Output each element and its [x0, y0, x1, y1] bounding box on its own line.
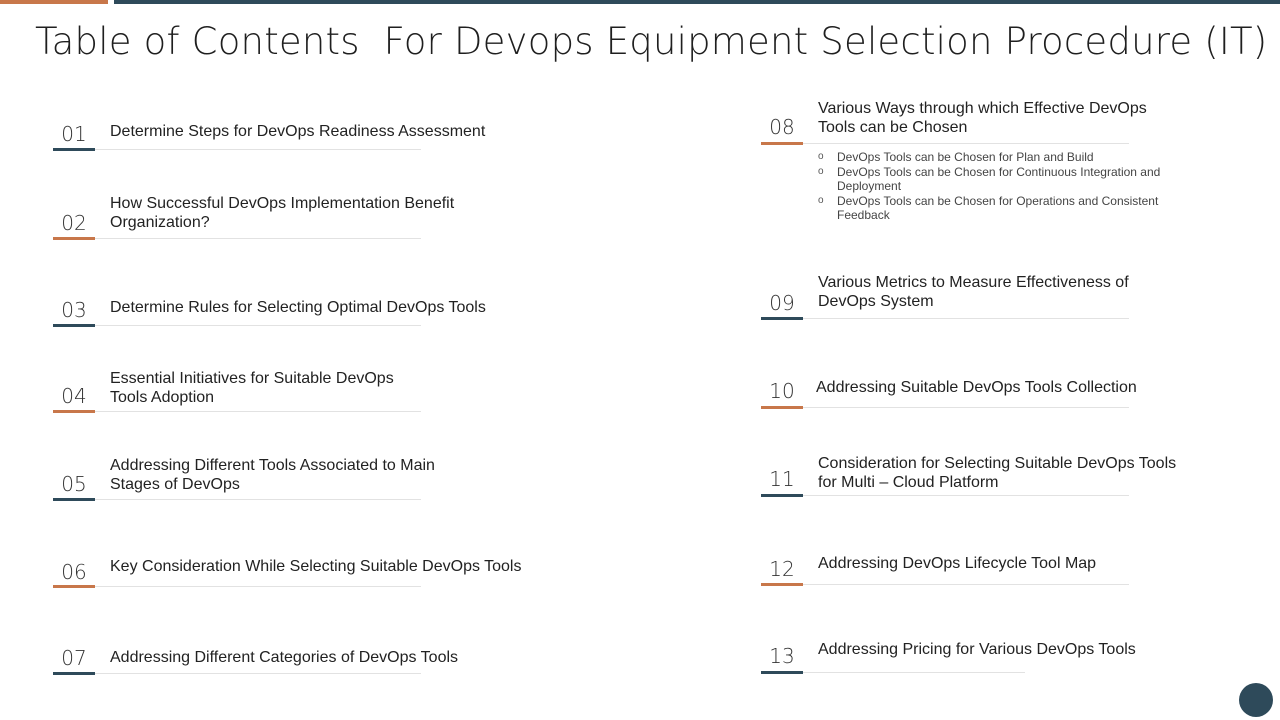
toc-divider: [95, 411, 421, 412]
toc-divider: [803, 672, 1025, 673]
toc-divider: [95, 586, 421, 587]
toc-divider: [803, 495, 1129, 496]
toc-number-bar: [53, 148, 95, 151]
page-title: Table of Contents For Devops Equipment Selection Procedure (IT): [35, 20, 1268, 63]
toc-item-text: Consideration for Selecting Suitable DevOps Tools for Multi – Cloud Platform: [818, 455, 1177, 491]
top-accent-orange-segment: [0, 0, 108, 4]
toc-number-bar: [761, 671, 803, 674]
toc-number: 12: [769, 557, 795, 581]
toc-number: 11: [769, 467, 795, 491]
toc-number: 07: [61, 646, 87, 670]
toc-item-text: Addressing Pricing for Various DevOps Tools: [818, 641, 1136, 658]
toc-number-bar: [761, 406, 803, 409]
top-accent-bar: [0, 0, 1280, 4]
toc-item-11: [761, 454, 1201, 504]
toc-number: 08: [769, 115, 795, 139]
toc-item-02: [53, 194, 455, 244]
toc-number: 01: [61, 122, 87, 146]
toc-item-06: [53, 557, 522, 593]
toc-item-12: [761, 554, 1201, 590]
toc-item-03: [53, 294, 486, 330]
bullet-circle-icon: o: [818, 194, 824, 206]
toc-divider: [803, 584, 1129, 585]
toc-item-text: Various Metrics to Measure Effectiveness of DevOps System: [818, 274, 1129, 310]
toc-number: 05: [61, 472, 87, 496]
toc-number: 06: [61, 560, 87, 584]
toc-number: 13: [769, 644, 795, 668]
toc-divider: [95, 673, 421, 674]
toc-item-text: Addressing Different Tools Associated to Main Stages of DevOps: [110, 457, 435, 493]
toc-number-bar: [53, 672, 95, 675]
toc-number: 02: [61, 211, 87, 235]
toc-divider: [803, 318, 1129, 319]
sublist-item: o DevOps Tools can be Chosen for Continuous Integration and Deployment: [818, 164, 1161, 193]
toc-number: 09: [769, 291, 795, 315]
toc-item-text: Addressing Suitable DevOps Tools Collection: [816, 379, 1137, 396]
toc-divider: [95, 325, 421, 326]
toc-number-bar: [53, 324, 95, 327]
toc-divider: [95, 149, 421, 150]
toc-item-text: Addressing Different Categories of DevOps Tools: [110, 649, 459, 666]
toc-item-10: [761, 377, 1201, 413]
toc-number: 10: [769, 379, 795, 403]
toc-item-13: [761, 640, 1201, 676]
toc-item-08: [761, 99, 1201, 149]
toc-number-bar: [53, 237, 95, 240]
toc-number: 04: [61, 384, 87, 408]
corner-circle-decoration: [1239, 683, 1273, 717]
toc-number-bar: [53, 498, 95, 501]
toc-item-text: Determine Rules for Selecting Optimal DevOps Tools: [110, 299, 486, 316]
toc-item-text: Various Ways through which Effective DevOps Tools can be Chosen: [818, 100, 1147, 136]
toc-divider: [95, 499, 421, 500]
toc-number-bar: [761, 583, 803, 586]
sublist-item: o DevOps Tools can be Chosen for Operations and Consistent Feedback: [818, 193, 1159, 222]
top-accent-dark-segment: [114, 0, 1280, 4]
toc-item-text: Determine Steps for DevOps Readiness Assessment: [110, 123, 486, 140]
toc-item-09: [761, 273, 1201, 323]
toc-item-07: [53, 645, 459, 681]
toc-divider: [95, 238, 421, 239]
toc-number: 03: [61, 298, 87, 322]
toc-item-08-sublist: [818, 150, 1178, 223]
toc-number-bar: [761, 317, 803, 320]
toc-item-05: [53, 456, 433, 506]
toc-number-bar: [53, 410, 95, 413]
toc-item-text: How Successful DevOps Implementation Benefit Organization?: [110, 195, 455, 231]
toc-number-bar: [761, 494, 803, 497]
toc-item-text: Key Consideration While Selecting Suitable DevOps Tools: [110, 558, 522, 575]
bullet-circle-icon: o: [818, 165, 824, 177]
toc-number-bar: [761, 142, 803, 145]
toc-item-text: Addressing DevOps Lifecycle Tool Map: [818, 555, 1097, 572]
toc-item-text: Essential Initiatives for Suitable DevOps Tools Adoption: [110, 370, 394, 406]
bullet-circle-icon: o: [818, 151, 824, 162]
toc-divider: [803, 143, 1129, 144]
toc-item-01: [53, 118, 486, 154]
sublist-item: o DevOps Tools can be Chosen for Plan and Build: [818, 150, 1094, 164]
toc-divider: [803, 407, 1129, 408]
toc-number-bar: [53, 585, 95, 588]
toc-item-04: [53, 369, 433, 419]
